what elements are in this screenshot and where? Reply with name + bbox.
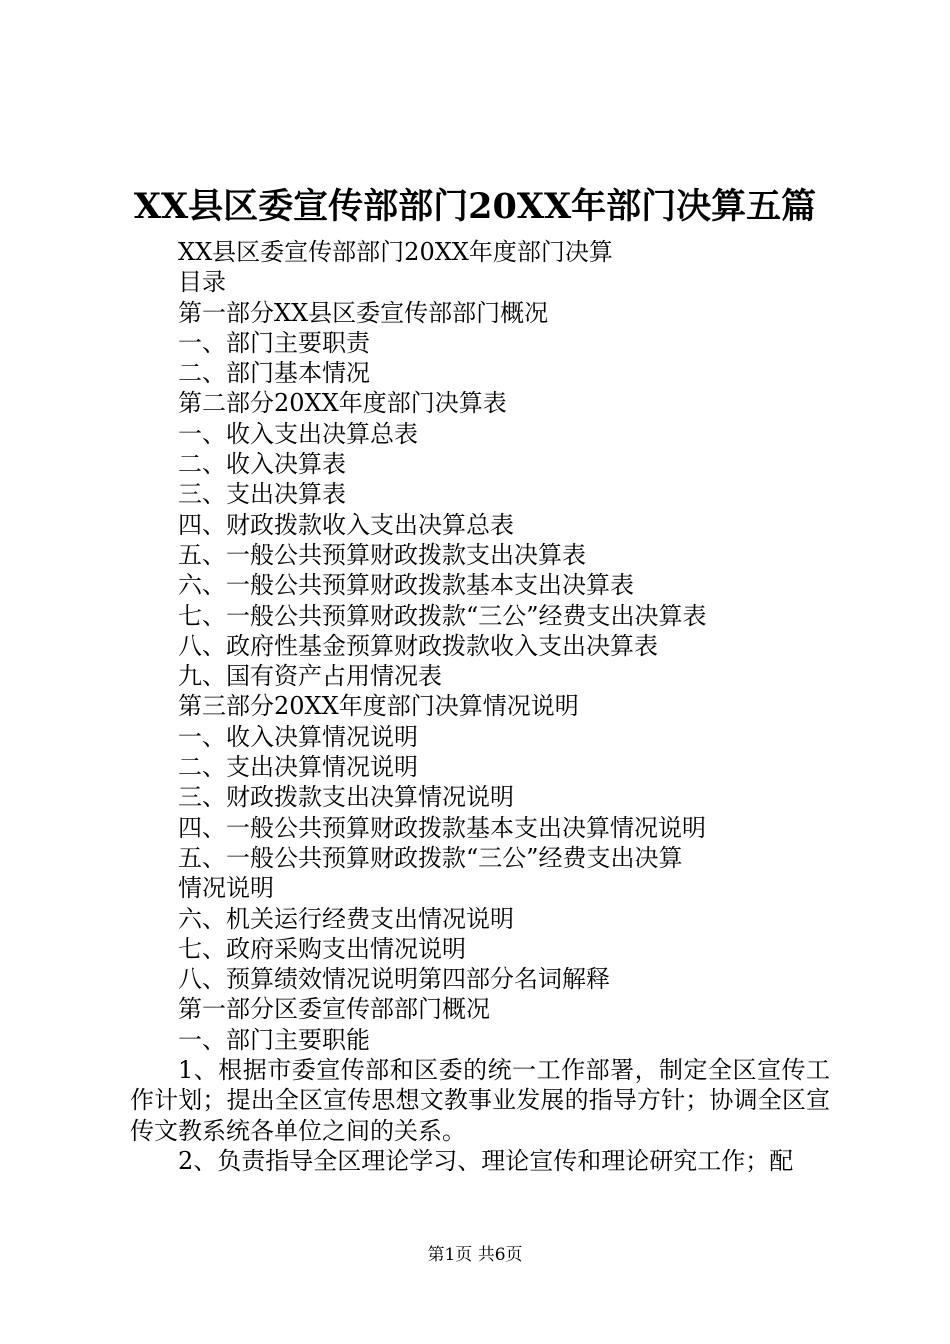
text-line: 七、一般公共预算财政拨款“三公”经费支出决算表 — [178, 601, 707, 630]
text-line: 三、财政拨款支出决算情况说明 — [178, 783, 514, 812]
text-line: 三、支出决算表 — [178, 480, 346, 509]
text-line: 第一部分XX县区委宣传部部门概况 — [178, 298, 549, 327]
text-line: 一、部门主要职责 — [178, 328, 370, 357]
text-line: 第一部分区委宣传部部门概况 — [178, 995, 490, 1024]
text-line: 一、收入决算情况说明 — [178, 722, 418, 751]
text-line: XX县区委宣传部部门20XX年度部门决算 — [178, 238, 613, 266]
text-line: 一、收入支出决算总表 — [178, 419, 418, 448]
text-line: 九、国有资产占用情况表 — [178, 662, 442, 691]
text-line: 六、一般公共预算财政拨款基本支出决算表 — [178, 571, 634, 600]
document-body — [130, 237, 830, 1176]
body-paragraph: 2、负责指导全区理论学习、理论宣传和理论研究工作；配 — [178, 1146, 794, 1175]
text-line: 四、财政拨款收入支出决算总表 — [178, 510, 514, 539]
text-line: 目录 — [178, 268, 226, 297]
body-paragraph: 1、根据市委宣传部和区委的统一工作部署，制定全区宣传工作计划；提出全区宣传思想文教事业发展的指导方针；协调全区宣传文教系统各单位之间的关系。 — [130, 1056, 830, 1145]
text-line: 第二部分20XX年度部门决算表 — [178, 389, 507, 418]
text-line: 五、一般公共预算财政拨款支出决算表 — [178, 540, 586, 569]
text-line: 情况说明 — [178, 874, 274, 903]
text-line: 二、收入决算表 — [178, 450, 346, 479]
text-line: 一、部门主要职能 — [178, 1025, 370, 1054]
text-line: 七、政府采购支出情况说明 — [178, 934, 466, 963]
text-line: 六、机关运行经费支出情况说明 — [178, 904, 514, 933]
text-line: 四、一般公共预算财政拨款基本支出决算情况说明 — [178, 813, 706, 842]
text-line: 二、部门基本情况 — [178, 359, 370, 388]
text-line: 第三部分20XX年度部门决算情况说明 — [178, 692, 579, 721]
text-line: 八、政府性基金预算财政拨款收入支出决算表 — [178, 631, 658, 660]
text-line: 八、预算绩效情况说明第四部分名词解释 — [178, 965, 610, 994]
text-line: 二、支出决算情况说明 — [178, 753, 418, 782]
document-title: XX县区委宣传部部门20XX年部门决算五篇 — [133, 186, 817, 227]
text-line: 五、一般公共预算财政拨款“三公”经费支出决算 — [178, 843, 683, 872]
page-number-footer: 第1页 共6页 — [427, 1245, 523, 1265]
